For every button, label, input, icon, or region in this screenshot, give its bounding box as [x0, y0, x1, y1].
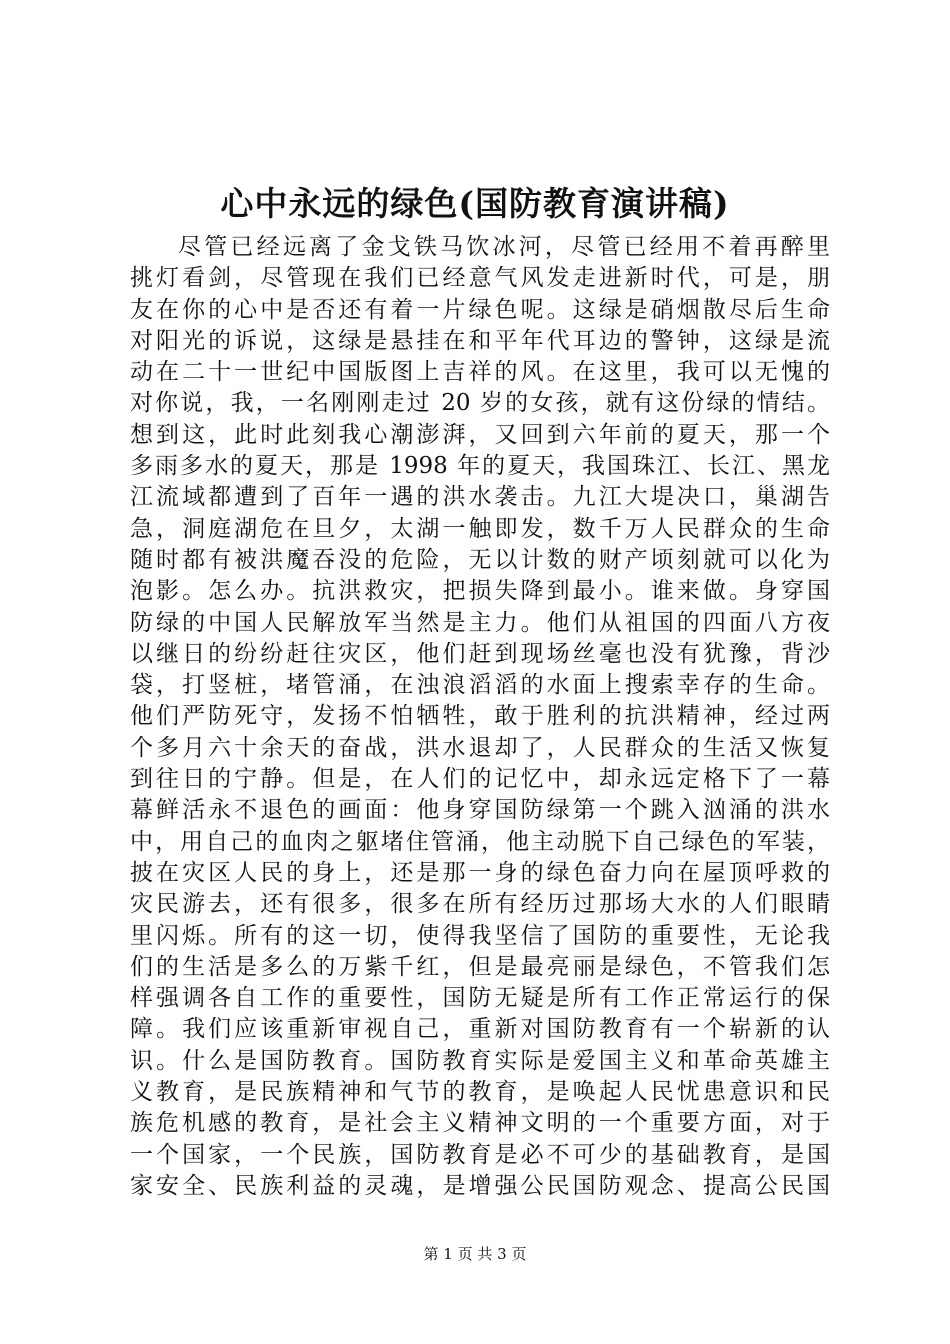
- body-line: 他们严防死守，发扬不怕牺牲，敢于胜利的抗洪精神，经过两: [130, 703, 830, 730]
- page-footer: [0, 1244, 950, 1264]
- body-line: 防绿的中国人民解放军当然是主力。他们从祖国的四面八方夜: [130, 609, 830, 636]
- body-line: 急，洞庭湖危在旦夕，太湖一触即发，数千万人民群众的生命: [130, 515, 830, 542]
- body-line: 友在你的心中是否还有着一片绿色呢。这绿是硝烟散尽后生命: [130, 296, 830, 323]
- body-line: 灾民游去，还有很多，很多在所有经历过那场大水的人们眼睛: [130, 891, 830, 918]
- body-line: 中，用自己的血肉之躯堵住管涌，他主动脱下自己绿色的军装，: [130, 828, 830, 855]
- body-line: 泡影。怎么办。抗洪救灾，把损失降到最小。谁来做。身穿国: [130, 578, 830, 605]
- body-line: 识。什么是国防教育。国防教育实际是爱国主义和革命英雄主: [130, 1047, 830, 1074]
- body-line: 想到这，此时此刻我心潮澎湃，又回到六年前的夏天，那一个: [130, 421, 830, 448]
- body-line: 动在二十一世纪中国版图上吉祥的风。在这里，我可以无愧的: [130, 359, 830, 386]
- body-line: 袋，打竖桩，堵管涌，在浊浪滔滔的水面上搜索幸存的生命。: [130, 672, 830, 699]
- body-line: 样强调各自工作的重要性，国防无疑是所有工作正常运行的保: [130, 985, 830, 1012]
- body-line: 以继日的纷纷赶往灾区，他们赶到现场丝毫也没有犹豫，背沙: [130, 640, 830, 667]
- body-line: 到往日的宁静。但是，在人们的记忆中，却永远定格下了一幕: [130, 766, 830, 793]
- body-line: 一个国家，一个民族，国防教育是必不可少的基础教育，是国: [130, 1141, 830, 1168]
- body-line: 江流域都遭到了百年一遇的洪水袭击。九江大堤决口，巢湖告: [130, 484, 830, 511]
- body-line: 幕鲜活永不退色的画面：他身穿国防绿第一个跳入汹涌的洪水: [130, 797, 830, 824]
- body-line: 随时都有被洪魔吞没的危险，无以计数的财产顷刻就可以化为: [130, 546, 830, 573]
- body-line: 义教育，是民族精神和气节的教育，是唤起人民忧患意识和民: [130, 1079, 830, 1106]
- document-body: [130, 232, 830, 1202]
- body-line: 家安全、民族利益的灵魂，是增强公民国防观念、提高公民国: [130, 1172, 830, 1199]
- body-line: 们的生活是多么的万紫千红，但是最亮丽是绿色，不管我们怎: [130, 953, 830, 980]
- body-line: 里闪烁。所有的这一切，使得我坚信了国防的重要性，无论我: [130, 922, 830, 949]
- body-line: 对你说，我，一名刚刚走过 20 岁的女孩，就有这份绿的情结。: [130, 390, 830, 417]
- body-line: 个多月六十余天的奋战，洪水退却了，人民群众的生活又恢复: [130, 734, 830, 761]
- body-line: 对阳光的诉说，这绿是悬挂在和平年代耳边的警钟，这绿是流: [130, 327, 830, 354]
- page-number: 第 1 页 共 3 页: [423, 1245, 527, 1263]
- body-line: 挑灯看剑，尽管现在我们已经意气风发走进新时代，可是，朋: [130, 265, 830, 292]
- body-line: 族危机感的教育，是社会主义精神文明的一个重要方面，对于: [130, 1110, 830, 1137]
- body-line: 障。我们应该重新审视自己，重新对国防教育有一个崭新的认: [130, 1016, 830, 1043]
- document-title: 心中永远的绿色(国防教育演讲稿): [220, 184, 730, 223]
- body-line: 披在灾区人民的身上，还是那一身的绿色奋力向在屋顶呼救的: [130, 859, 830, 886]
- body-line: 尽管已经远离了金戈铁马饮冰河，尽管已经用不着再醉里: [178, 234, 830, 260]
- body-line: 多雨多水的夏天，那是 1998 年的夏天，我国珠江、长江、黑龙: [130, 453, 830, 480]
